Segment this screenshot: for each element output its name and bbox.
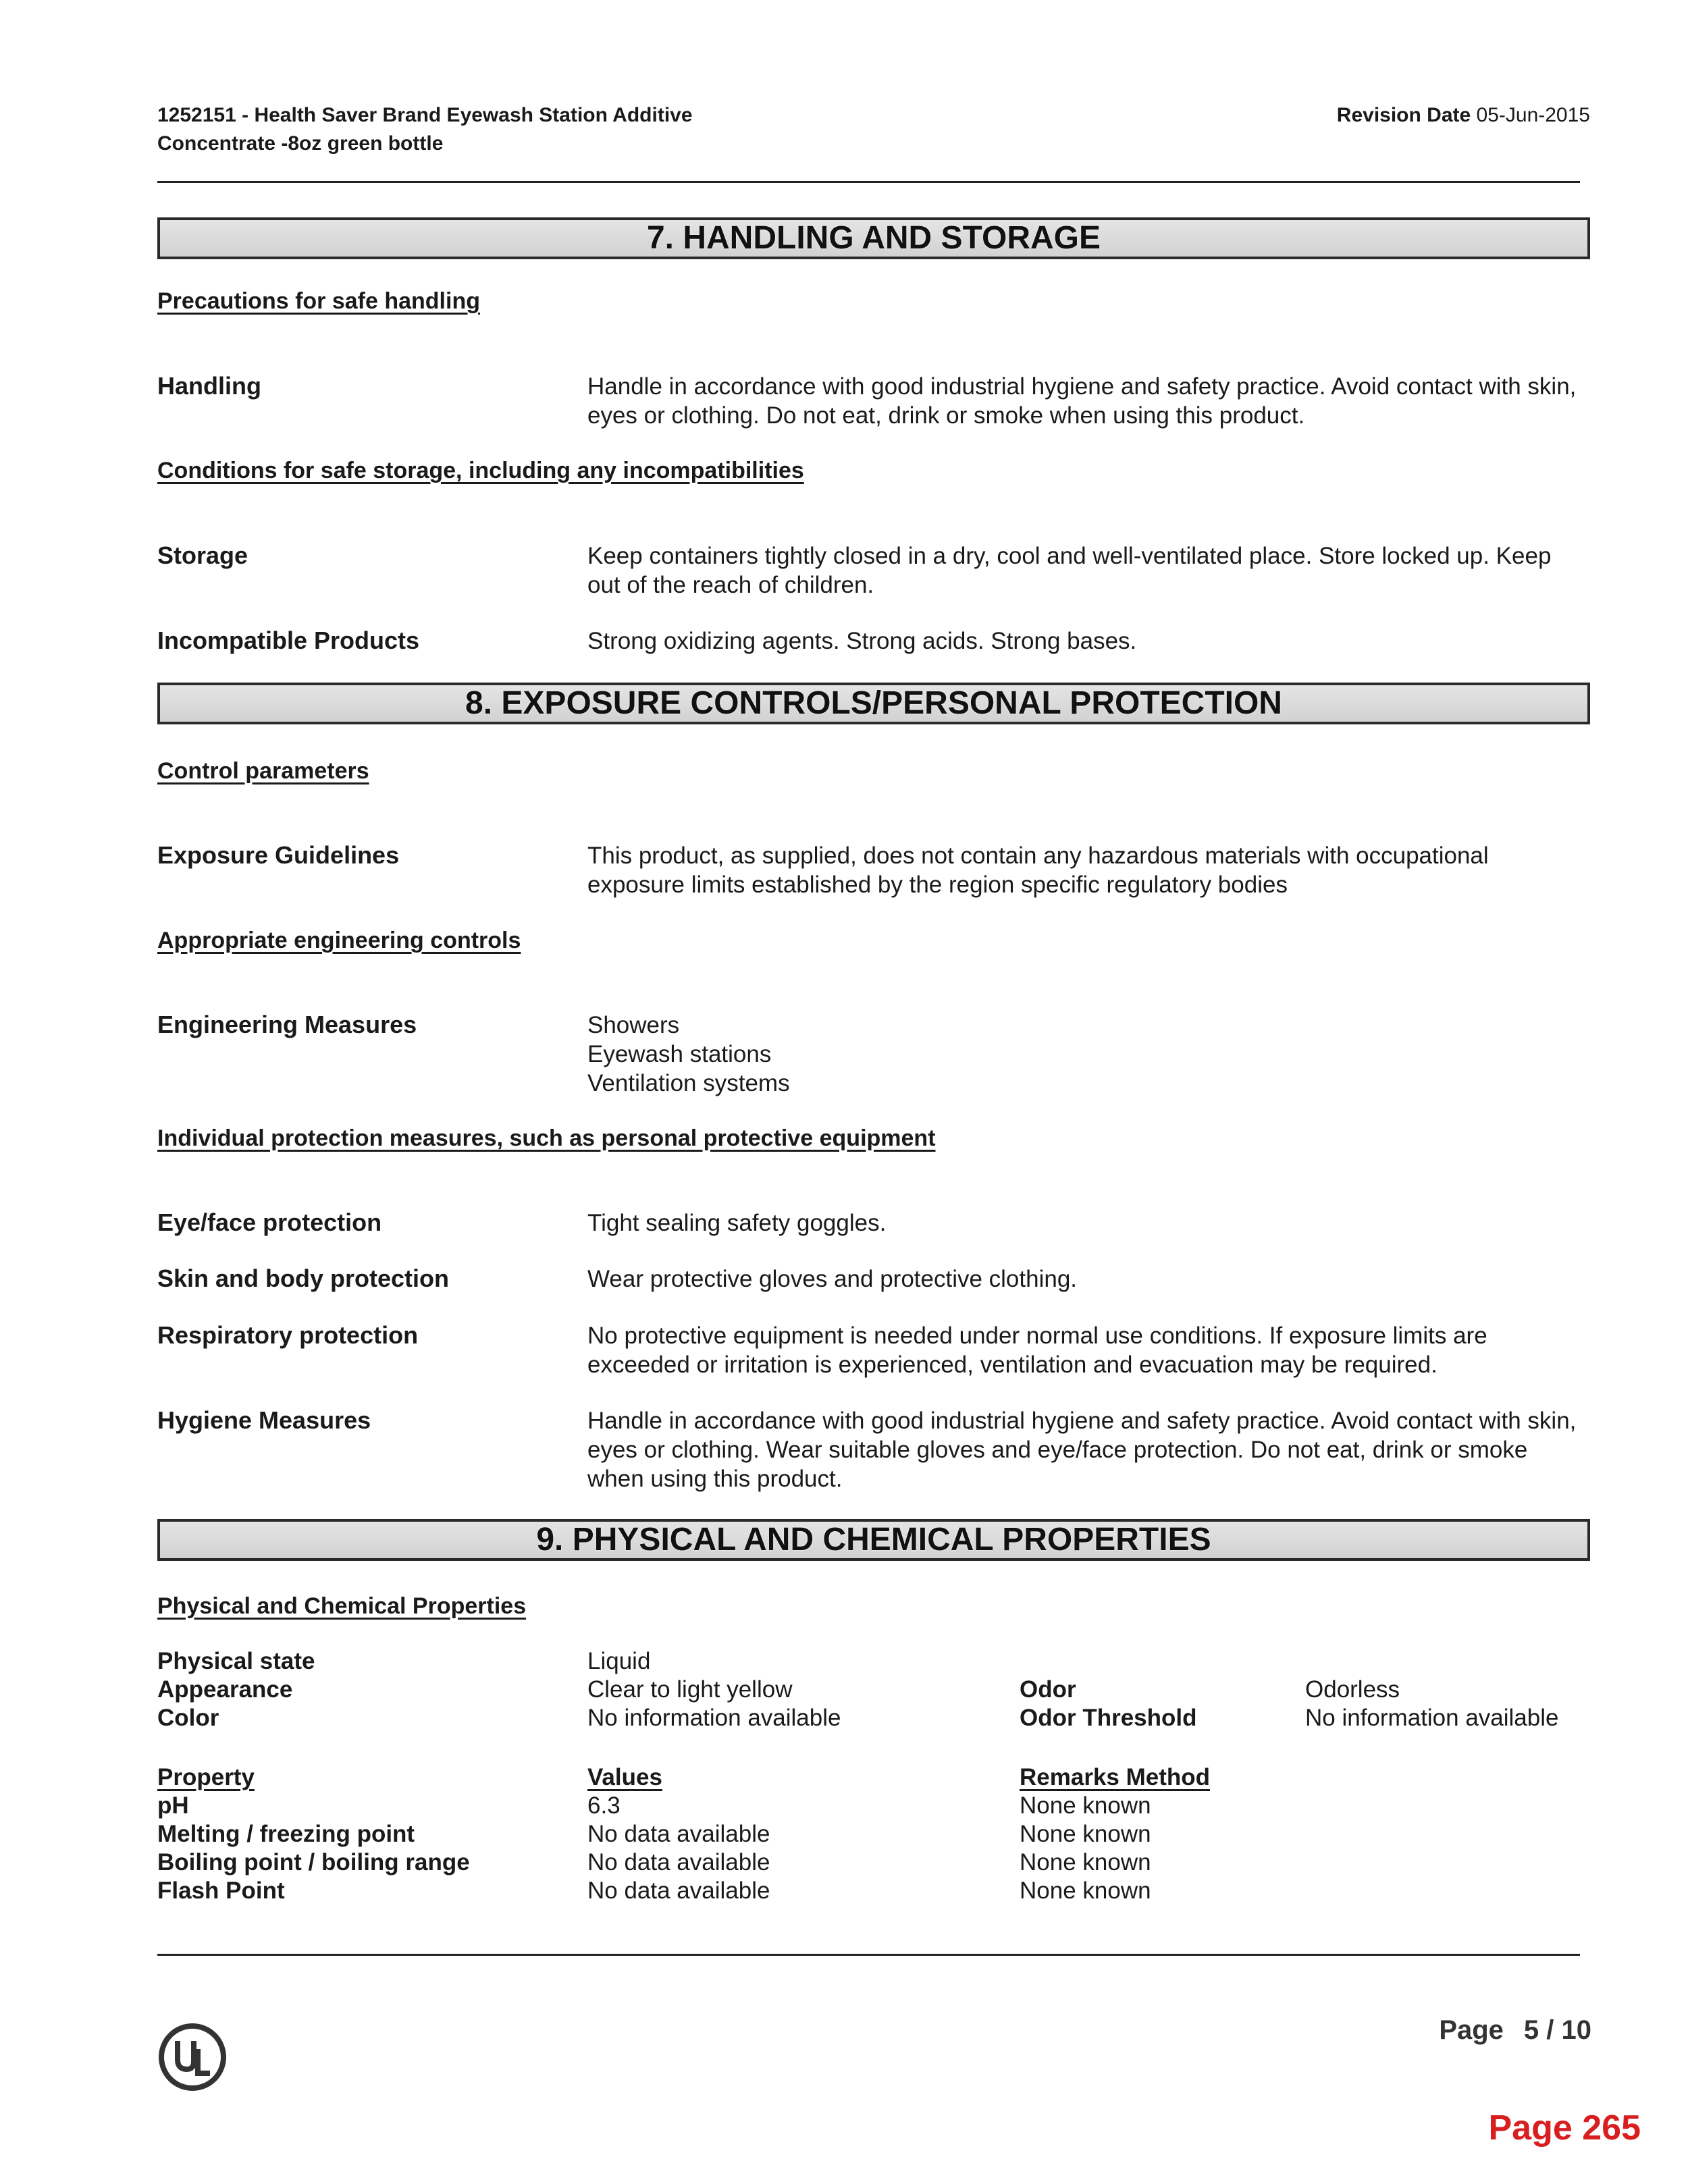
remarks-cell: None known <box>1020 1792 1151 1819</box>
header-divider <box>157 181 1580 183</box>
handling-label: Handling <box>157 372 261 400</box>
property-cell: Melting / freezing point <box>157 1821 415 1847</box>
section-8-title: 8. EXPOSURE CONTROLS/PERSONAL PROTECTION <box>157 683 1590 724</box>
engineering-item: Ventilation systems <box>587 1070 790 1096</box>
precautions-heading: Precautions for safe handling <box>157 288 480 314</box>
individual-protection-heading: Individual protection measures, such as personal protective equipment <box>157 1125 936 1151</box>
remarks-cell: None known <box>1020 1821 1151 1847</box>
property-cell: Flash Point <box>157 1877 285 1904</box>
remarks-cell: None known <box>1020 1877 1151 1904</box>
footer-divider <box>157 1954 1580 1956</box>
remarks-column <box>1020 1763 1210 1905</box>
respiratory-protection-label: Respiratory protection <box>157 1321 419 1349</box>
engineering-measures-list <box>587 1011 1580 1098</box>
storage-conditions-heading: Conditions for safe storage, including any incompatibilities <box>157 458 804 483</box>
odor-labels <box>1020 1676 1197 1732</box>
odor-label: Odor <box>1020 1676 1076 1703</box>
revision-date-value: 05-Jun-2015 <box>1476 104 1590 126</box>
revision-date <box>1337 101 1590 130</box>
property-header: Property <box>157 1764 255 1790</box>
document-header-product <box>157 101 693 158</box>
section-9-title: 9. PHYSICAL AND CHEMICAL PROPERTIES <box>157 1519 1590 1561</box>
product-title-line1: 1252151 - Health Saver Brand Eyewash Station Additive <box>157 104 693 126</box>
remarks-header: Remarks Method <box>1020 1764 1211 1790</box>
exposure-guidelines-label: Exposure Guidelines <box>157 841 400 869</box>
section-7-title: 7. HANDLING AND STORAGE <box>157 217 1590 259</box>
physical-values <box>587 1647 841 1732</box>
remarks-cell: None known <box>1020 1849 1151 1875</box>
eye-protection-label: Eye/face protection <box>157 1208 382 1236</box>
exposure-guidelines-text: This product, as supplied, does not contain any hazardous materials with occupational exposure limits established by the region specific regulatory bodies <box>587 843 1489 898</box>
control-parameters-heading: Control parameters <box>157 758 369 784</box>
page-value: 5 / 10 <box>1523 2015 1591 2045</box>
storage-text: Keep containers tightly closed in a dry, cool and well-ventilated place. Store locked up. Keep out of the reach of children. <box>587 543 1552 598</box>
odor-values <box>1305 1676 1558 1732</box>
engineering-item: Showers <box>587 1012 680 1038</box>
product-title-line2: Concentrate -8oz green bottle <box>157 132 444 155</box>
value-cell: No data available <box>587 1877 770 1904</box>
values-header: Values <box>587 1764 662 1790</box>
engineering-measures-label: Engineering Measures <box>157 1011 417 1038</box>
property-column <box>157 1763 470 1905</box>
odor-threshold-value: No information available <box>1305 1705 1559 1731</box>
value-cell: 6.3 <box>587 1792 621 1819</box>
ul-logo-icon <box>157 2022 228 2092</box>
values-column <box>587 1763 770 1905</box>
page-number <box>1439 2015 1591 2046</box>
skin-protection-text: Wear protective gloves and protective clothing. <box>587 1266 1078 1292</box>
page-stamp: Page 265 <box>1488 2108 1641 2148</box>
page-label: Page <box>1439 2015 1504 2045</box>
engineering-item: Eyewash stations <box>587 1041 772 1067</box>
physical-chemical-heading: Physical and Chemical Properties <box>157 1593 527 1619</box>
appearance-label: Appearance <box>157 1676 293 1703</box>
property-cell: pH <box>157 1792 189 1819</box>
eye-protection-text: Tight sealing safety goggles. <box>587 1210 887 1236</box>
physical-state-value: Liquid <box>587 1648 651 1674</box>
property-cell: Boiling point / boiling range <box>157 1849 470 1875</box>
value-cell: No data available <box>587 1821 770 1847</box>
respiratory-protection-text: No protective equipment is needed under normal use conditions. If exposure limits are exceeded or irritation is experienced, ventilation and evacuation may be required. <box>587 1323 1487 1378</box>
skin-protection-label: Skin and body protection <box>157 1264 450 1292</box>
revision-label: Revision Date <box>1336 104 1471 126</box>
physical-labels <box>157 1647 315 1732</box>
odor-threshold-label: Odor Threshold <box>1020 1705 1197 1731</box>
handling-text: Handle in accordance with good industrial hygiene and safety practice. Avoid contact with skin, eyes or clothing. Do not eat, drink or smoke when using this product. <box>587 373 1577 429</box>
color-label: Color <box>157 1705 219 1731</box>
odor-value: Odorless <box>1305 1676 1400 1703</box>
color-value: No information available <box>587 1705 841 1731</box>
physical-state-label: Physical state <box>157 1648 315 1674</box>
engineering-controls-heading: Appropriate engineering controls <box>157 928 521 953</box>
appearance-value: Clear to light yellow <box>587 1676 793 1703</box>
incompatible-text: Strong oxidizing agents. Strong acids. Strong bases. <box>587 628 1137 654</box>
incompatible-label: Incompatible Products <box>157 627 420 654</box>
value-cell: No data available <box>587 1849 770 1875</box>
hygiene-measures-text: Handle in accordance with good industrial hygiene and safety practice. Avoid contact with skin, eyes or clothing. Wear suitable gloves and eye/face protection. Do not eat, drink or smoke when using this product. <box>587 1408 1577 1492</box>
storage-label: Storage <box>157 541 248 569</box>
hygiene-measures-label: Hygiene Measures <box>157 1406 371 1434</box>
